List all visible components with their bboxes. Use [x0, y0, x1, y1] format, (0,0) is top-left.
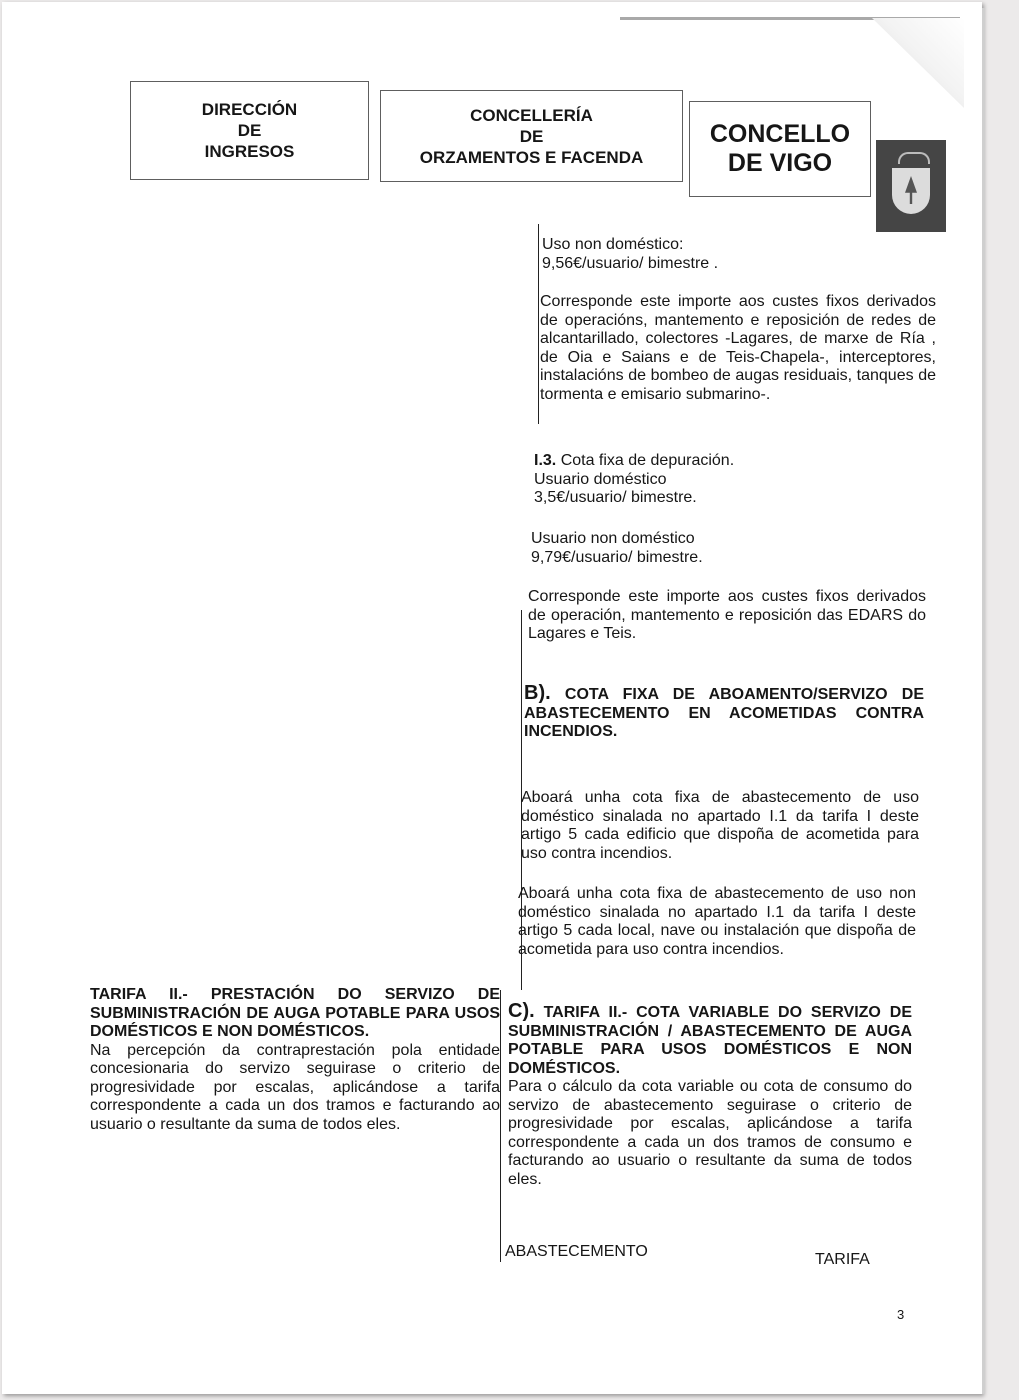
- table-header-tarifa: TARIFA: [815, 1251, 870, 1268]
- paragraph-text: Aboará unha cota fixa de abastecemento de uso non doméstico sinalada no apartado I.1 da tarifa I deste artigo 5 cada local, nave ou instalación que dispoña de acometida para uso contra incendios.: [518, 885, 916, 958]
- header-box-direccion: [130, 81, 369, 180]
- section-title: TARIFA II.- COTA VARIABLE DO SERVIZO DE SUBMINISTRACIÓN / ABASTECEMENTO DE AUGA POTABLE PARA USOS DOMÉSTICOS E NON DOMÉSTICOS.: [508, 1004, 913, 1077]
- header-text: DIRECCIÓN: [201, 100, 298, 119]
- text-line: Uso non doméstico:: [542, 236, 684, 253]
- section-title: Cota fixa de depuración.: [560, 452, 735, 469]
- page-number: 3: [897, 1307, 905, 1322]
- paragraph: [540, 293, 936, 404]
- paragraph: [518, 885, 916, 959]
- text-block: [534, 452, 930, 508]
- text-block: [542, 236, 938, 273]
- column-divider: [500, 990, 501, 1262]
- text-line: 9,79€/usuario/ bimestre.: [531, 548, 703, 566]
- section-heading: [534, 452, 930, 471]
- header-text: CONCELLO: [709, 120, 851, 148]
- paragraph-text: Corresponde este importe aos custes fixos derivados de operación, mantemento e reposición das EDARS do Lagares e Teis.: [528, 588, 926, 642]
- header-text: ORZAMENTOS E FACENDA: [419, 147, 644, 167]
- text-line: 9,56€/usuario/ bimestre .: [542, 254, 719, 272]
- section-title: COTA FIXA DE ABOAMENTO/SERVIZO DE ABASTECEMENTO EN ACOMETIDAS CONTRA INCENDIOS.: [524, 686, 924, 740]
- section-heading: [524, 684, 924, 742]
- header-text: DE VIGO: [727, 149, 833, 177]
- paragraph-text: Para o cálculo da cota variable ou cota de consumo do servizo de abastecemento seguirase o criterio de progresividade por escalas, aplicándose a tarifa correspondente a cada un dos tramos de consumo e facturando ao usuario o resultante da suma de todos eles.: [508, 1078, 912, 1188]
- column-divider: [538, 224, 539, 424]
- paragraph-text: Na percepción da contraprestación pola entidade concesionaria do servizo seguirase o criterio de progresividade por escalas, aplicándose a tarifa correspondente a cada un dos tramos e facturando ao usuario o resultante da suma de todos eles.: [90, 1041, 500, 1133]
- header-text: DE: [237, 121, 262, 140]
- section-letter: B).: [524, 682, 551, 704]
- vigo-crest-icon: [876, 140, 946, 232]
- header-text: CONCELLERÍA: [470, 105, 593, 125]
- paragraph: [521, 789, 919, 863]
- section-title: TARIFA II.- PRESTACIÓN DO SERVIZO DE SUBMINISTRACIÓN DE AUGA POTABLE PARA USOS DOMÉSTICOS E NON DOMÉSTICOS.: [90, 986, 500, 1040]
- header-box-concelleria: [380, 90, 683, 182]
- section-number: I.3.: [534, 452, 557, 469]
- text-block: [531, 530, 927, 567]
- section-letter: C).: [508, 1000, 535, 1022]
- paragraph-text: Corresponde este importe aos custes fixos derivados de operacións, mantemento e reposición de redes de alcantarillado, colectores -Lagares, de marxe de Ría , de Oia e Saians e de Teis-Chapela-, interceptores, instalacións de bombeo de augas residuais, tanques de tormenta e emisario submarino-.: [540, 293, 936, 403]
- header-text: INGRESOS: [204, 142, 295, 161]
- text-line: Usuario non doméstico: [531, 530, 695, 547]
- header-text: DE: [519, 126, 544, 146]
- paragraph-text: Aboará unha cota fixa de abastecemento de uso doméstico sinalada no apartado I.1 da tarifa I deste artigo 5 cada edificio que dispoña de acometida para uso contra incendios.: [521, 789, 919, 862]
- right-column-block: [508, 1002, 912, 1189]
- text-line: 3,5€/usuario/ bimestre.: [534, 489, 697, 506]
- left-column-block: [90, 986, 500, 1134]
- paragraph: [528, 588, 926, 644]
- text-line: Usuario doméstico: [534, 470, 667, 488]
- table-header-abastecemento: ABASTECEMENTO: [505, 1243, 648, 1260]
- header-box-concello: [689, 101, 871, 197]
- page-edge-shadow: [982, 8, 985, 1394]
